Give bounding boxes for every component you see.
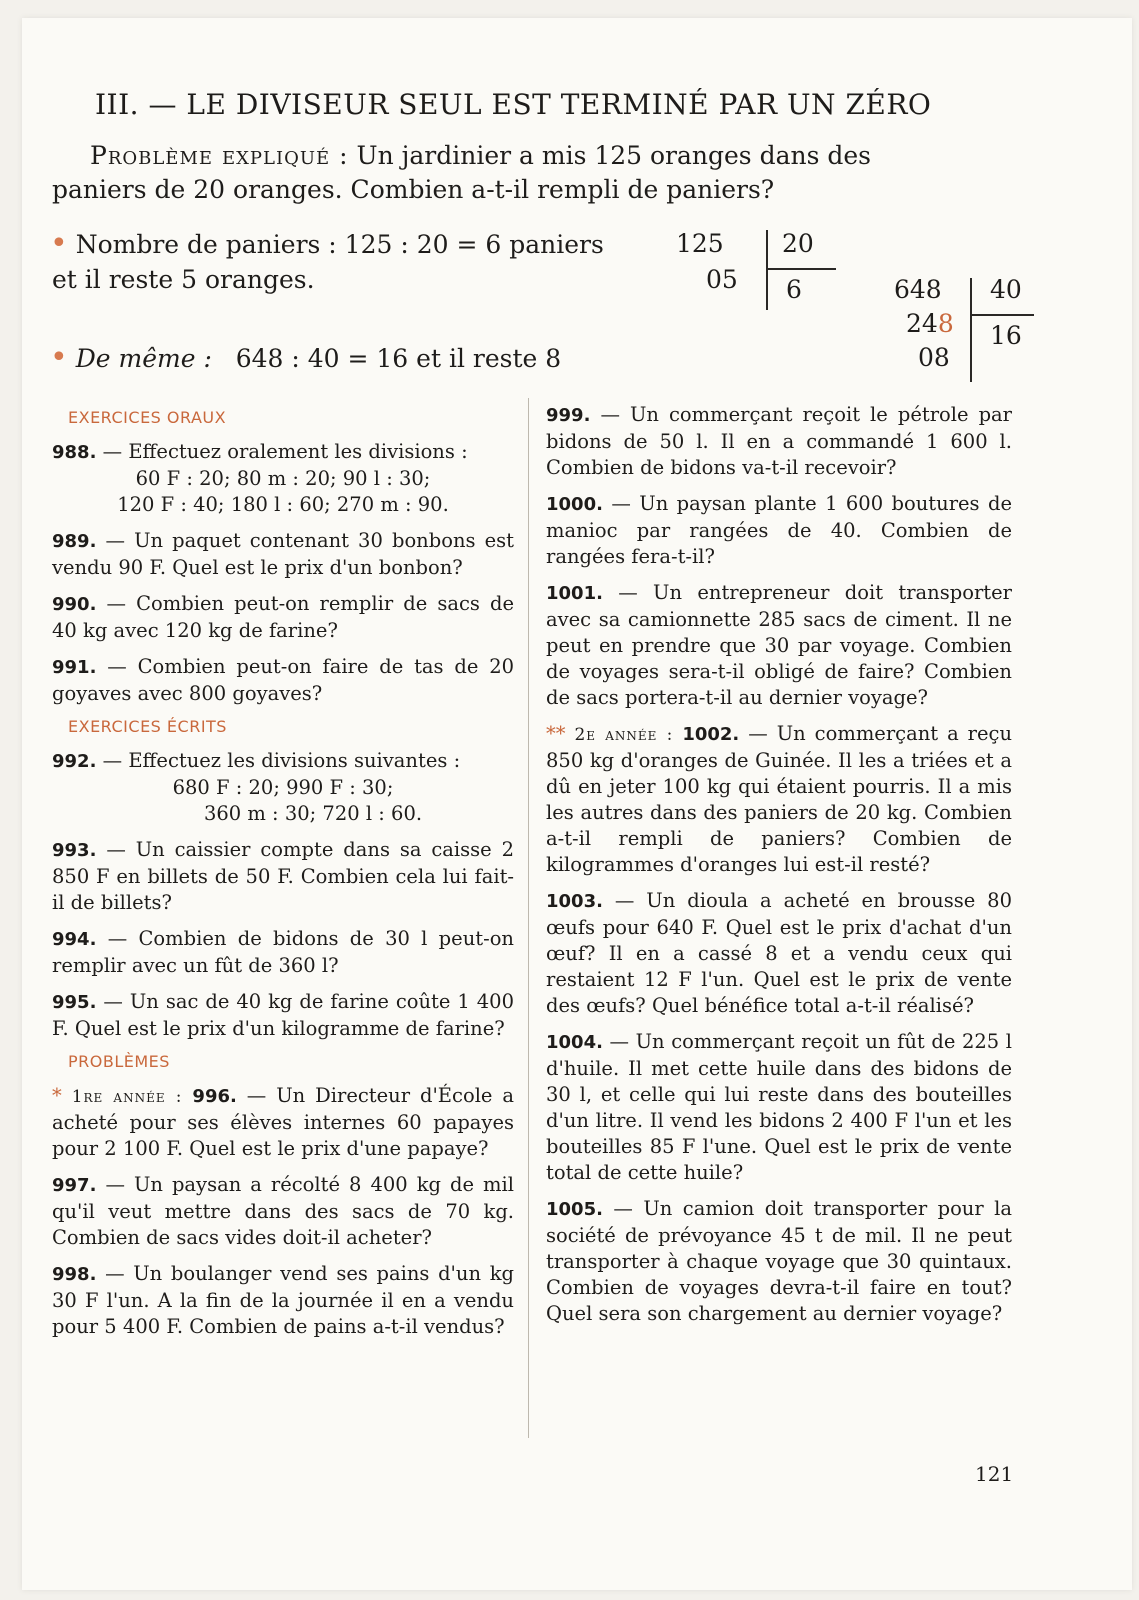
explained-text1: Un jardinier a mis 125 oranges dans des [356,141,872,170]
div1-dividend: 125 [676,229,724,258]
exercise-text: — Combien de bidons de 30 l peut-on remplir avec un fût de 360 l? [52,927,514,977]
exercise-989 [52,528,514,581]
exercise-1003 [546,888,1012,1019]
div2-partial-a: 24 [906,309,938,338]
exercise-993 [52,837,514,916]
explained-label: Problème expliqué : [90,141,349,170]
exercise-number: 1001. [546,583,603,604]
exercise-991 [52,654,514,707]
exercise-text: — Combien peut-on faire de tas de 20 goyaves avec 800 goyaves? [52,655,515,705]
column-divider [528,398,529,1438]
exercise-number: 1002. [682,724,740,745]
exercise-number: 991. [52,657,97,678]
exercise-number: 997. [52,1175,97,1196]
explained-text2: paniers de 20 oranges. Combien a-t-il rempli de paniers? [52,175,775,204]
same-line [50,340,561,377]
exercise-997 [52,1172,514,1251]
section-written: EXERCICES ÉCRITS [68,717,227,736]
exercise-number: 994. [52,929,97,950]
exercise-text: — Un Directeur d'École a acheté pour ses élèves internes 60 papayes pour 2 100 F. Quel est le prix d'une papaye? [52,1084,515,1160]
exercise-1000 [546,491,1012,570]
div2-partial-b: 8 [937,309,954,338]
exercise-998 [52,1261,514,1340]
exercise-number: 992. [52,751,97,772]
exercise-number: 996. [192,1086,237,1107]
exercise-number: 988. [52,442,97,463]
exercise-text: — Un dioula a acheté en brousse 80 œufs pour 640 F. Quel est le prix d'achat d'un œuf? Il en a cassé 8 et a vendu ceux qui restaient 12 F l'un. Quel est le prix de vente des œufs? Quel bénéfice total a-t-il réalisé? [546,889,1012,1017]
div2-remainder: 08 [918,343,950,372]
exercise-1002 [546,721,1012,878]
same-text: 648 : 40 = 16 et il reste 8 [235,344,562,373]
exercise-text: — Un commerçant a reçu 850 kg d'oranges de Guinée. Il les a triées et a dû en jeter 100 kg qui étaient pourris. Il a mis les autres dans des paniers de 20 kg. Combien a-t-il rempli de paniers? Combien de kilogrammes d'oranges lui est-il resté? [546,722,1013,876]
exercise-text: — Un paysan plante 1 600 boutures de manioc par rangées de 40. Combien de rangées fera-t-il? [546,492,1012,568]
exercise-line: 120 F : 40; 180 l : 60; 270 m : 90. [117,493,449,516]
year-label: 2e année : [574,725,674,745]
exercise-text: — Un paysan a récolté 8 400 kg de mil qu'il veut mettre dans des sacs de 70 kg. Combien de sacs vides doit-il acheter? [52,1173,514,1249]
exercise-996 [52,1083,514,1162]
section-problems: PROBLÈMES [68,1052,170,1071]
exercise-text: — Un sac de 40 kg de farine coûte 1 400 F. Quel est le prix d'un kilogramme de farine? [52,990,514,1040]
exercise-text: — Combien peut-on remplir de sacs de 40 kg avec 120 kg de farine? [52,592,515,642]
result-text2: et il reste 5 oranges. [52,265,315,294]
same-label: De même : [75,344,212,373]
div2-quotient: 16 [990,321,1022,350]
exercise-number: 989. [52,531,97,552]
star-icon: ** [546,722,566,745]
star-icon: * [52,1084,62,1107]
div2-horizontal-rule [970,314,1034,316]
exercise-text: — Un caissier compte dans sa caisse 2 850 F en billets de 50 F. Combien cela lui fait-il de billets? [52,838,514,914]
exercise-number: 995. [52,992,97,1013]
div1-horizontal-rule [766,268,836,270]
exercise-text: — Un entrepreneur doit transporter avec sa camionnette 285 sacs de ciment. Il ne peut en prendre que 30 par voyage. Combien de voyages sera-t-il obligé de faire? Combien de sacs portera-t-il au dernier voyage? [546,581,1012,709]
exercise-1004 [546,1029,1012,1186]
page-title: III. — LE DIVISEUR SEUL EST TERMINÉ PAR UN ZÉRO [95,88,932,121]
bullet-icon: • [50,226,68,261]
exercise-1005 [546,1196,1012,1327]
exercise-text: — Un boulanger vend ses pains d'un kg 30 F l'un. A la fin de la journée il en a vendu pour 5 400 F. Combien de pains a-t-il vendus? [52,1262,514,1338]
exercise-number: 999. [546,405,591,426]
exercise-line: 60 F : 20; 80 m : 20; 90 l : 30; [135,467,431,490]
div2-dividend: 648 [894,275,942,304]
left-column [52,402,514,1350]
exercise-number: 993. [52,840,97,861]
div2-partial [906,306,954,342]
exercise-990 [52,591,514,644]
exercise-line: 680 F : 20; 990 F : 30; [172,776,394,799]
exercise-text: — Effectuez oralement les divisions : [102,440,468,463]
div2-divisor: 40 [990,275,1022,304]
bleed-through-texture [560,200,1000,224]
exercise-text: — Un camion doit transporter pour la société de prévoyance 45 t de mil. Il ne peut transporter à chaque voyage que 30 quintaux. Combien de voyages devra-t-il faire en tout? Quel sera son chargement au dernier voyage? [546,1197,1012,1325]
explained-problem-line1 [90,138,871,174]
exercise-992 [52,748,514,827]
exercise-number: 1003. [546,891,603,912]
exercise-994 [52,926,514,979]
result-text1: Nombre de paniers : 125 : 20 = 6 paniers [75,230,604,259]
right-column [546,402,1012,1337]
exercise-995 [52,989,514,1042]
div1-quotient: 6 [786,275,802,304]
div1-vertical-rule [766,230,768,310]
result-line1 [50,226,604,263]
exercise-number: 1005. [546,1199,603,1220]
exercise-number: 1000. [546,494,603,515]
div1-divisor: 20 [782,229,814,258]
exercise-number: 998. [52,1264,97,1285]
page-number: 121 [975,1462,1014,1486]
exercise-988 [52,439,514,518]
exercise-text: — Un commerçant reçoit le pétrole par bidons de 50 l. Il en a commandé 1 600 l. Combien de bidons va-t-il recevoir? [546,403,1012,479]
exercise-line: 360 m : 30; 720 l : 60. [203,802,423,825]
section-oral: EXERCICES ORAUX [68,408,227,427]
bullet-icon: • [50,340,68,375]
year-label: 1re année : [71,1087,183,1107]
exercise-text: — Un paquet contenant 30 bonbons est vendu 90 F. Quel est le prix d'un bonbon? [52,529,514,579]
exercise-number: 990. [52,594,97,615]
exercise-999 [546,402,1012,481]
div2-vertical-rule [970,278,972,382]
div1-remainder: 05 [706,265,738,294]
exercise-number: 1004. [546,1032,603,1053]
exercise-text: — Un commerçant reçoit un fût de 225 l d'huile. Il met cette huile dans des bidons de 30 l, et celle qui lui reste dans des bouteilles d'un litre. Il vend les bidons 2 400 F l'un et les bouteilles 85 F l'une. Quel est le prix de vente total de cette huile? [546,1030,1012,1184]
exercise-1001 [546,580,1012,711]
exercise-text: — Effectuez les divisions suivantes : [102,749,461,772]
